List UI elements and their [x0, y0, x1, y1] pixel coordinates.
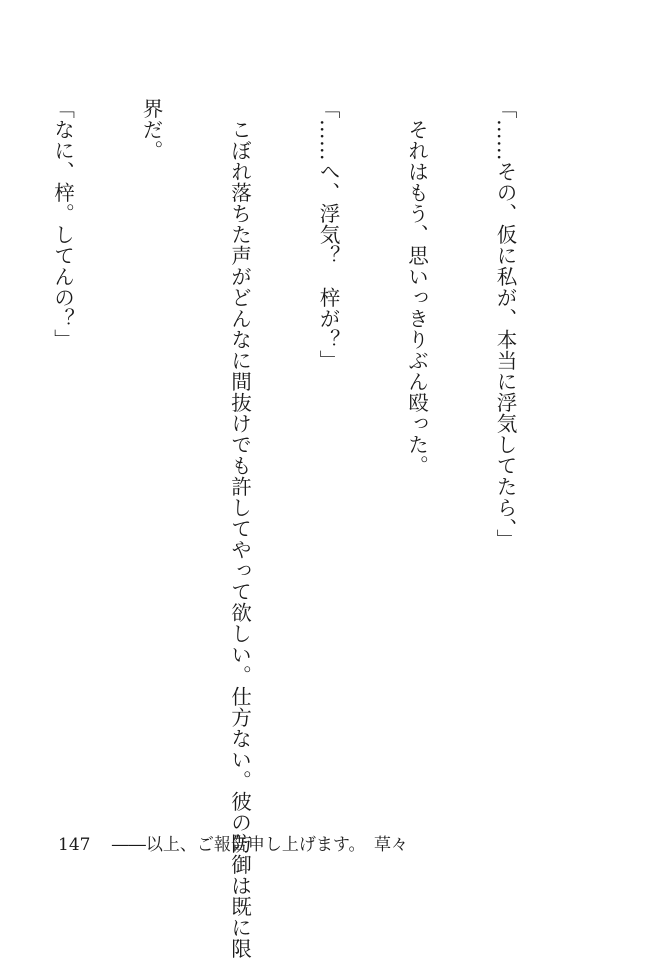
- text-line: 「……へ、浮気？ 梓が？」: [316, 98, 340, 371]
- running-title: ――以上、ご報告申し上げます。 草々: [111, 835, 408, 855]
- text-line: それはもう、思いっきりぶん殴った。: [404, 98, 429, 476]
- text-line: 「なに、梓。してんの？」: [50, 98, 75, 350]
- text-line: 「……その、仮に私が、本当に浮気してたら、」: [493, 98, 517, 550]
- page-number: 147: [58, 835, 91, 855]
- page-footer: [58, 830, 408, 855]
- text-line: 界だ。: [139, 98, 163, 161]
- text-line: こぼれ落ちた声がどんなに間抜けでも許してやって欲しい。仕方ない。彼の防御は既に限: [227, 98, 252, 959]
